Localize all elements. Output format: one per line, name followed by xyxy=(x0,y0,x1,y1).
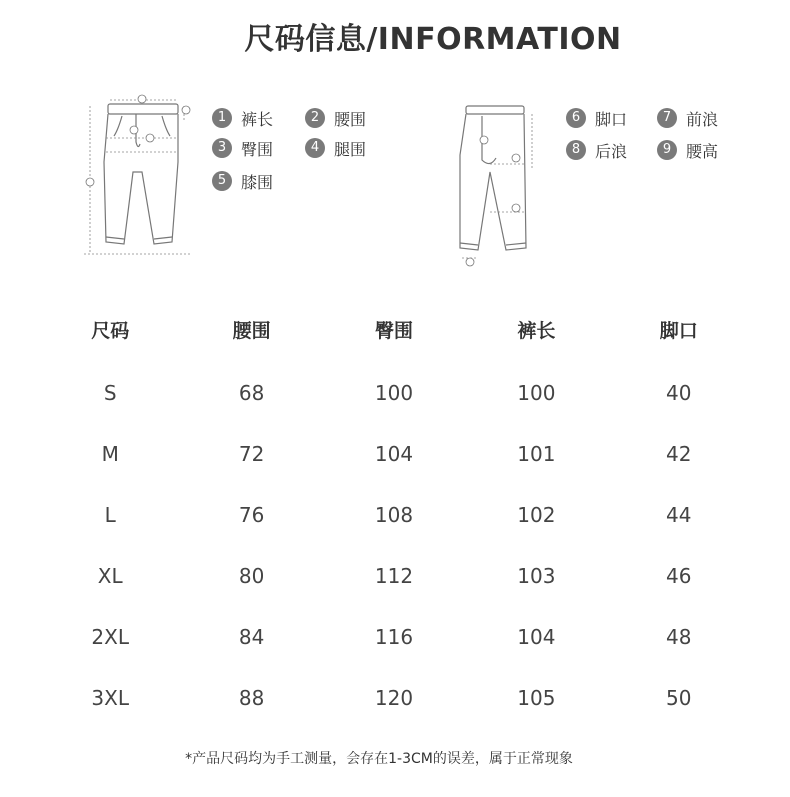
table-cell: 72 xyxy=(238,441,265,466)
table-cell: 40 xyxy=(666,380,692,405)
legend-label: 腰高 xyxy=(686,141,719,161)
legend-number: 2 xyxy=(305,108,325,128)
table-cell: 105 xyxy=(517,685,556,710)
table-row xyxy=(40,484,750,545)
legend-item-9 xyxy=(657,139,718,161)
legend-item-4 xyxy=(305,137,366,159)
table-cell: 103 xyxy=(517,563,556,588)
legend-number: 3 xyxy=(212,138,232,158)
legend-label: 膝围 xyxy=(241,172,274,192)
table-cell: XL xyxy=(97,563,123,588)
legend-number: 5 xyxy=(212,171,232,191)
legend-item-7 xyxy=(657,107,718,129)
table-cell: 104 xyxy=(374,441,414,466)
legend-item-1 xyxy=(212,107,273,129)
table-cell: 101 xyxy=(517,441,556,466)
measurement-note: *产品尺码均为手工测量，会存在1-3CM的误差，属于正常现象 xyxy=(185,751,573,767)
table-cell: 44 xyxy=(666,502,692,527)
legend-label: 裤长 xyxy=(241,109,274,129)
legend-item-3 xyxy=(212,137,273,159)
page-title: 尺码信息/INFORMATION xyxy=(244,22,622,57)
table-cell: 46 xyxy=(666,563,692,588)
pants-side-diagram xyxy=(448,100,548,270)
legend-label: 前浪 xyxy=(686,109,719,129)
size-table xyxy=(40,296,750,728)
table-cell: M xyxy=(101,441,119,466)
table-cell: 108 xyxy=(374,502,414,527)
table-row xyxy=(40,606,750,667)
column-header-hem: 脚口 xyxy=(659,319,698,342)
table-cell: 2XL xyxy=(91,624,129,649)
legend-label: 腰围 xyxy=(334,109,367,129)
legend-number: 9 xyxy=(657,140,677,160)
pants-front-diagram xyxy=(78,92,196,262)
table-cell: 80 xyxy=(238,563,265,588)
table-row xyxy=(40,423,750,484)
legend-number: 6 xyxy=(566,108,586,128)
table-cell: 120 xyxy=(374,685,414,710)
table-cell: 100 xyxy=(517,380,556,405)
table-cell: 104 xyxy=(517,624,556,649)
table-cell: 102 xyxy=(517,502,556,527)
column-header-hip: 臀围 xyxy=(374,319,413,342)
table-cell: S xyxy=(103,380,117,405)
column-header-size: 尺码 xyxy=(91,319,130,342)
table-header-row xyxy=(40,296,750,362)
table-cell: 84 xyxy=(238,624,265,649)
legend-label: 后浪 xyxy=(595,141,628,161)
table-cell: 42 xyxy=(666,441,692,466)
table-row xyxy=(40,362,750,423)
column-header-length: 裤长 xyxy=(517,319,556,342)
legend-item-5 xyxy=(212,170,273,192)
table-cell: 112 xyxy=(374,563,414,588)
table-cell: 68 xyxy=(238,380,265,405)
legend-label: 臀围 xyxy=(241,139,274,159)
legend-number: 8 xyxy=(566,140,586,160)
legend-item-2 xyxy=(305,107,366,129)
table-cell: 100 xyxy=(374,380,414,405)
table-cell: 76 xyxy=(238,502,265,527)
legend-label: 脚口 xyxy=(595,109,628,129)
legend-number: 4 xyxy=(305,138,325,158)
table-cell: 48 xyxy=(666,624,692,649)
table-row xyxy=(40,667,750,728)
table-row xyxy=(40,545,750,606)
table-cell: L xyxy=(104,502,116,527)
legend-number: 1 xyxy=(212,108,232,128)
legend-label: 腿围 xyxy=(334,139,367,159)
legend-number: 7 xyxy=(657,108,677,128)
column-header-waist: 腰围 xyxy=(232,319,271,342)
table-cell: 116 xyxy=(374,624,414,649)
table-cell: 50 xyxy=(666,685,692,710)
legend-item-8 xyxy=(566,139,627,161)
table-cell: 88 xyxy=(238,685,265,710)
legend-item-6 xyxy=(566,107,627,129)
table-cell: 3XL xyxy=(91,685,129,710)
